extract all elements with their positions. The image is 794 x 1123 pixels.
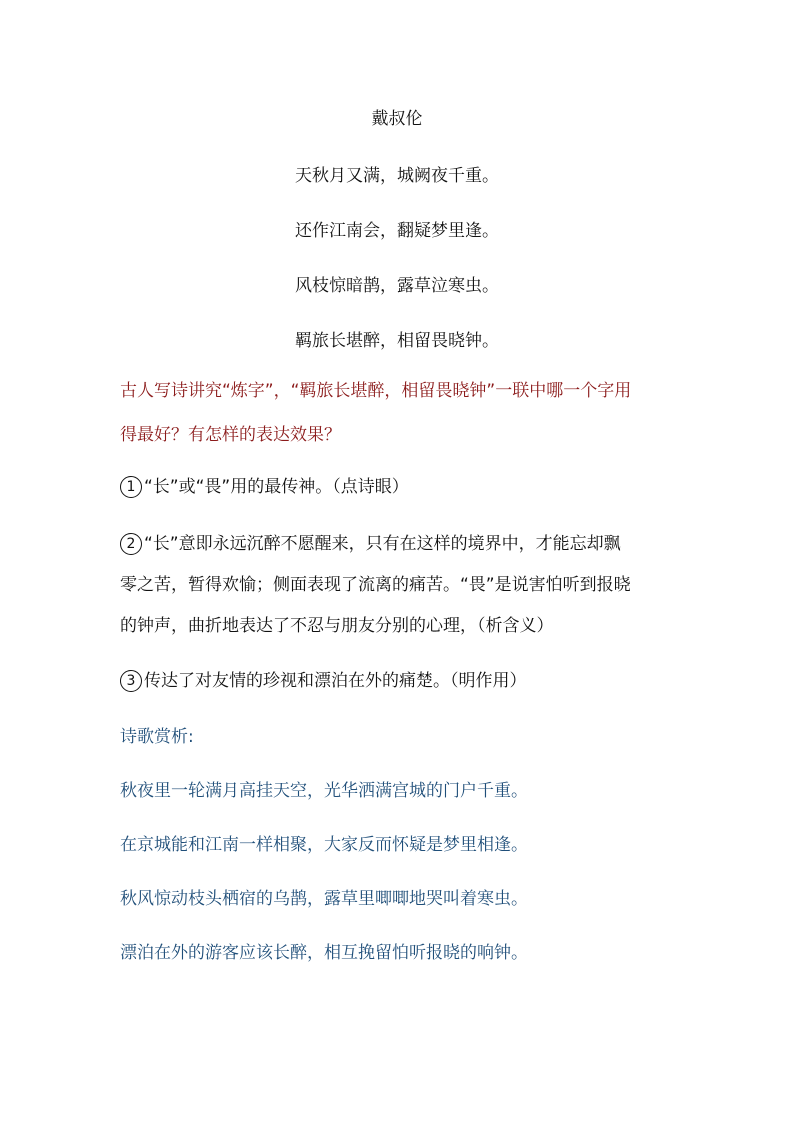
poem-line-4: 羁旅长堪醉，相留畏晓钟。 xyxy=(295,331,499,351)
appreciation-line-4: 漂泊在外的游客应该长醉，相互挽留怕听报晓的响钟。 xyxy=(120,943,528,963)
question-line-2: 得最好？有怎样的表达效果？ xyxy=(120,425,341,445)
poem-line-3: 风枝惊暗鹊，露草泣寒虫。 xyxy=(295,276,499,296)
poem-line-2: 还作江南会，翻疑梦里逢。 xyxy=(295,221,499,241)
appreciation-line-2: 在京城能和江南一样相聚，大家反而怀疑是梦里相逢。 xyxy=(120,835,528,855)
poem-author-title: 戴叔伦 xyxy=(371,109,423,129)
answer-2-line-1 xyxy=(120,525,680,563)
answer-3 xyxy=(120,662,680,700)
circled-number-2: 2 xyxy=(120,533,142,555)
poem-line-1: 天秋月又满，城阙夜千重。 xyxy=(295,166,499,186)
answer-1 xyxy=(120,468,680,506)
circled-number-3: 3 xyxy=(120,670,142,692)
appreciation-heading: 诗歌赏析: xyxy=(120,727,194,747)
circled-number-1: 1 xyxy=(120,476,142,498)
answer-3-text: 传达了对友情的珍视和漂泊在外的痛楚。（明作用） xyxy=(144,671,527,691)
appreciation-line-1: 秋夜里一轮满月高挂天空，光华洒满宫城的门户千重。 xyxy=(120,781,528,801)
answer-2-text-1: “长”意即永远沉醉不愿醒来，只有在这样的境界中，才能忘却飘 xyxy=(144,534,621,554)
question-line-1: 古人写诗讲究“炼字”，“羁旅长堪醉，相留畏晓钟”一联中哪一个字用 xyxy=(120,381,632,401)
answer-2-line-2: 零之苦，暂得欢愉；侧面表现了流离的痛苦。“畏”是说害怕听到报晓 xyxy=(120,575,631,595)
answer-2-line-3: 的钟声，曲折地表达了不忍与朋友分别的心理，（析含义） xyxy=(120,616,554,636)
answer-1-text: “长”或“畏”用的最传神。（点诗眼） xyxy=(144,477,409,497)
appreciation-line-3: 秋风惊动枝头栖宿的乌鹊，露草里唧唧地哭叫着寒虫。 xyxy=(120,889,528,909)
